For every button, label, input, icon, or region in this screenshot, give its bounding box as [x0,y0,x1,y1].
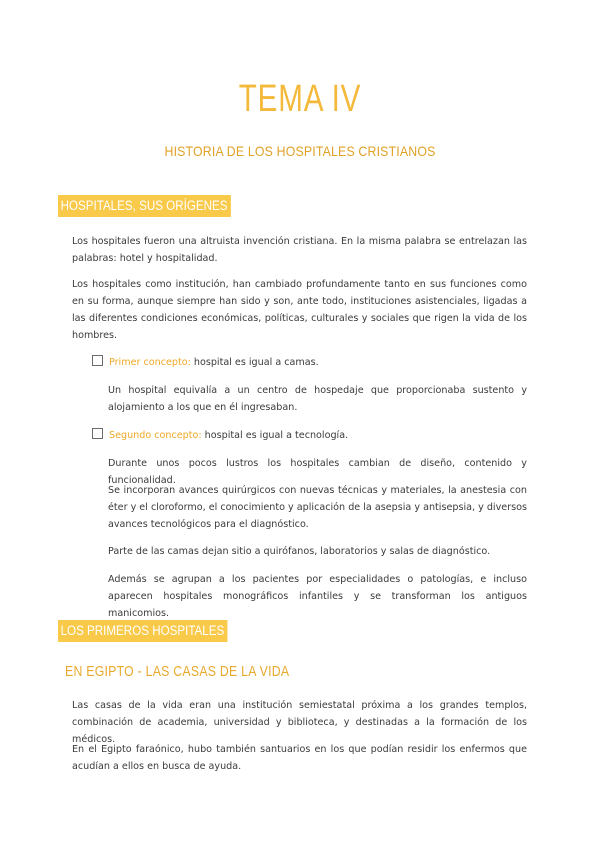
paragraph: Las casas de la vida eran una institución semiestatal próxima a los grandes templos, combinación de academia, universidad y biblioteca, y destinadas a la formación de los médicos. [72,700,527,745]
paragraph: Parte de las camas dejan sitio a quirófanos, laboratorios y salas de diagnóstico. [108,546,491,557]
checkbox-bullet-icon [92,355,103,366]
page-title: TEMA IV [238,78,362,120]
paragraph: Se incorporan avances quirúrgicos con nuevas técnicas y materiales, la anestesia con éter y el cloroformo, el conocimiento y aplicación de la asepsia y antisepsia, y diversos avances tecnológicos para el diagnóstico. [108,485,527,530]
checkbox-bullet-icon [92,428,103,439]
bullet-item-primer-concepto [92,354,319,371]
concept-label: Segundo concepto: [109,430,202,441]
paragraph: Durante unos pocos lustros los hospitales cambian de diseño, contenido y funcionalidad. [108,458,527,486]
page-subtitle: HISTORIA DE LOS HOSPITALES CRISTIANOS [164,143,436,159]
section-heading-origenes: HOSPITALES, SUS ORÍGENES [58,195,231,217]
concept-text: hospital es igual a camas. [190,357,319,368]
paragraph: Los hospitales fueron una altruista invención cristiana. En la misma palabra se entrelazan las palabras: hotel y hospitalidad. [72,236,527,264]
paragraph: Además se agrupan a los pacientes por especialidades o patologías, e incluso aparecen hospitales monográficos infantiles y se transforman los antiguos manicomios. [108,574,527,619]
section-heading-primeros-hospitales: LOS PRIMEROS HOSPITALES [58,620,228,642]
paragraph: Los hospitales como institución, han cambiado profundamente tanto en sus funciones como en su forma, aunque siempre han sido y son, ante todo, instituciones asistenciales, ligadas a las diferentes condiciones económicas, políticas, culturales y sociales que rigen la vida de los hombres. [72,279,527,341]
subsection-heading-egipto: EN EGIPTO - LAS CASAS DE LA VIDA [65,663,290,680]
concept-text: hospital es igual a tecnología. [201,430,349,441]
bullet-item-segundo-concepto [92,427,348,444]
concept-label: Primer concepto: [109,357,191,368]
paragraph: En el Egipto faraónico, hubo también santuarios en los que podían residir los enfermos que acudían a ellos en busca de ayuda. [72,744,527,772]
paragraph: Un hospital equivalía a un centro de hospedaje que proporcionaba sustento y alojamiento a los que en él ingresaban. [108,385,527,413]
